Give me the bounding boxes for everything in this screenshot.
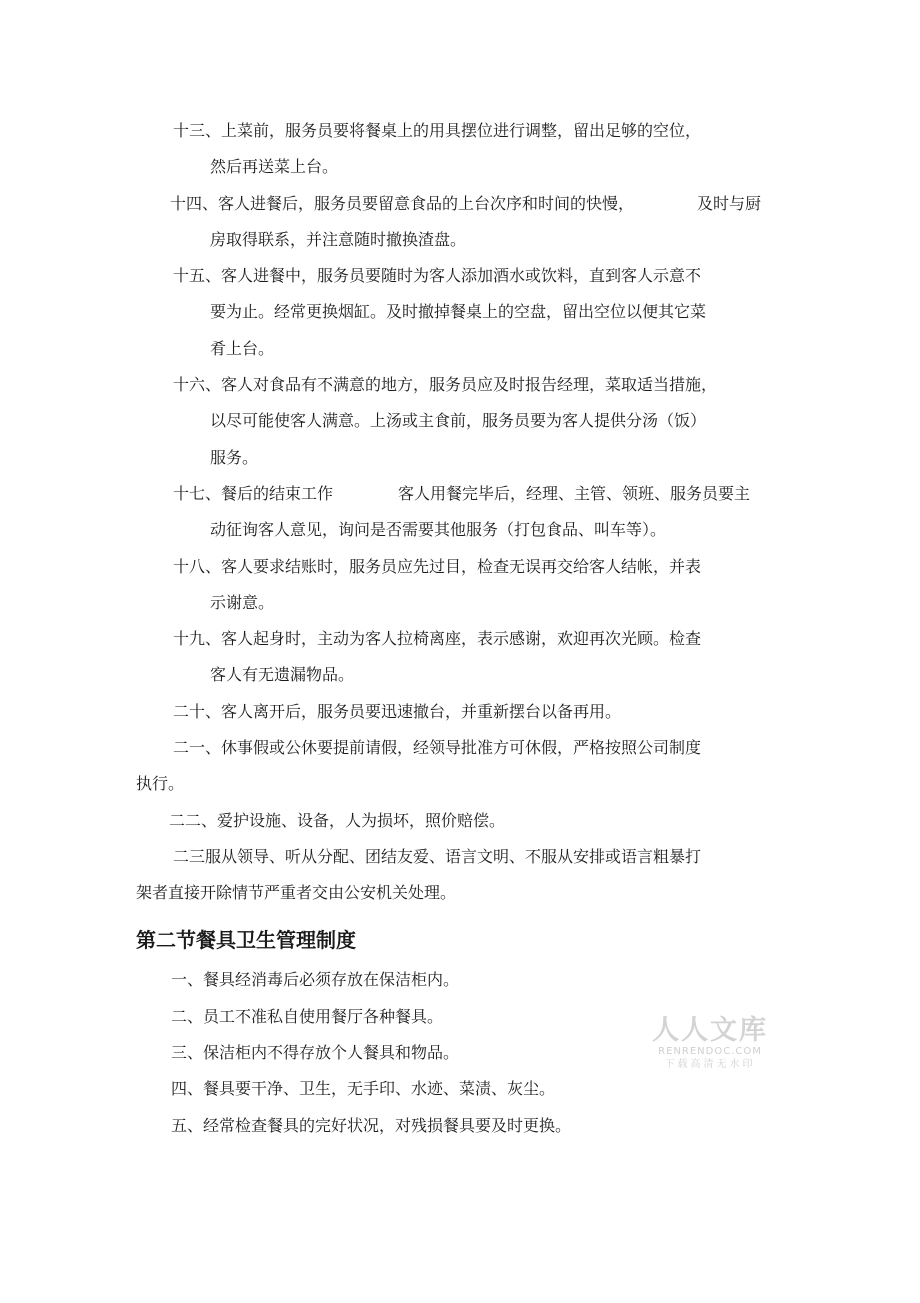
rule-18-line-1: 十八、客人要求结账时，服务员应先过目，检查无误再交给客人结帐，并表 (173, 557, 702, 576)
rule-21-line-2: 执行。 (136, 774, 185, 793)
rule-17-line-1b: 客人用餐完毕后，经理、主管、领班、服务员要主 (398, 484, 751, 503)
watermark-url: RENRENDOC.COM (658, 1046, 762, 1057)
hygiene-item-2: 二、员工不准私自使用餐厅各种餐具。 (171, 1007, 444, 1026)
watermark (645, 1016, 775, 1072)
rule-17-line-1a: 十七、餐后的结束工作 (173, 484, 334, 503)
rule-16-line-2: 以尽可能使客人满意。上汤或主食前，服务员要为客人提供分汤（饭） (210, 411, 707, 430)
rule-17-line-2: 动征询客人意见，询问是否需要其他服务（打包食品、叫车等）。 (210, 520, 667, 539)
hygiene-item-3: 三、保洁柜内不得存放个人餐具和物品。 (171, 1043, 460, 1062)
rule-16-line-1: 十六、客人对食品有不满意的地方，服务员应及时报告经理，菜取适当措施， (173, 375, 718, 394)
hygiene-item-4: 四、餐具要干净、卫生，无手印、水迹、菜渍、灰尘。 (171, 1079, 556, 1098)
rule-14-line-2: 房取得联系，并注意随时撤换渣盘。 (210, 230, 467, 249)
rule-20-line-1: 二十、客人离开后，服务员要迅速撤台，并重新摆台以备再用。 (173, 702, 622, 721)
rule-16-line-3: 服务。 (210, 448, 259, 467)
rule-19-line-2: 客人有无遗漏物品。 (210, 665, 355, 684)
hygiene-item-1: 一、餐具经消毒后必须存放在保洁柜内。 (171, 970, 460, 989)
rule-15-line-1: 十五、客人进餐中，服务员要随时为客人添加酒水或饮料，直到客人示意不 (173, 266, 702, 285)
hygiene-item-5: 五、经常检查餐具的完好状况，对残损餐具要及时更换。 (171, 1116, 572, 1135)
watermark-subtitle: 下载高清无水印 (664, 1059, 756, 1070)
rule-14-line-1b: 及时与厨 (697, 194, 762, 213)
rule-22-line-1: 二二、爱护设施、设备，人为损坏，照价赔偿。 (169, 811, 506, 830)
rule-18-line-2: 示谢意。 (210, 593, 275, 612)
rule-15-line-2: 要为止。经常更换烟缸。及时撤掉餐桌上的空盘，留出空位以便其它菜 (210, 302, 707, 321)
rule-13-line-1: 十三、上菜前，服务员要将餐桌上的用具摆位进行调整，留出足够的空位， (173, 121, 702, 140)
rule-21-line-1: 二一、休事假或公休要提前请假，经领导批准方可休假，严格按照公司制度 (173, 738, 702, 757)
section-heading: 第二节餐具卫生管理制度 (136, 928, 356, 952)
rule-19-line-1: 十九、客人起身时，主动为客人拉椅离座，表示感谢，欢迎再次光顾。检查 (173, 629, 702, 648)
rule-23-line-2: 架者直接开除情节严重者交由公安机关处理。 (136, 883, 457, 902)
rule-23-line-1: 二三服从领导、听从分配、团结友爱、语言文明、不服从安排或语言粗暴打 (173, 847, 702, 866)
watermark-title: 人人文库 (652, 1015, 768, 1046)
rule-14-line-1a: 十四、客人进餐后，服务员要留意食品的上台次序和时间的快慢， (170, 194, 635, 213)
rule-13-line-2: 然后再送菜上台。 (210, 157, 339, 176)
rule-15-line-3: 肴上台。 (210, 339, 275, 358)
